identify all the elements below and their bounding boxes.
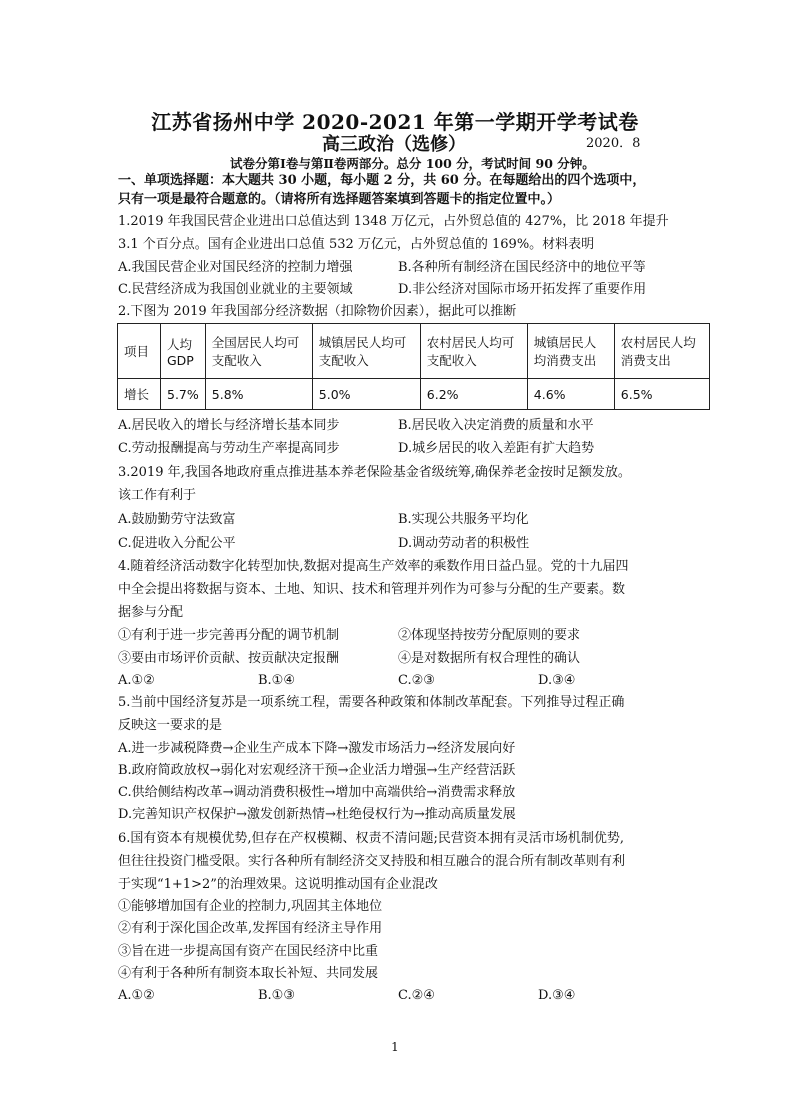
q3-stem-line1: 3.2019 年,我国各地政府重点推进基本养老保险基金省级统筹,确保养老金按时足额发放。 xyxy=(118,465,631,480)
table-row xyxy=(118,379,710,410)
q6-stem-line1: 6.国有资本有规模优势,但存在产权模糊、权责不清问题;民营资本拥有灵活市场机制优势, xyxy=(118,831,625,846)
q4-option-a: A.①② xyxy=(118,673,155,688)
q6-option-c: C.②④ xyxy=(398,988,435,1003)
table-header-cell: 项目 xyxy=(118,324,161,379)
q5-option-c: C.供给侧结构改革→调动消费积极性→增加中高端供给→消费需求释放 xyxy=(118,785,516,800)
q1-option-b: B.各种所有制经济在国民经济中的地位平等 xyxy=(398,260,646,275)
q3-option-b: B.实现公共服务平均化 xyxy=(398,512,529,527)
q4-statement-3: ③要由市场评价贡献、按贡献决定报酬 xyxy=(118,651,340,666)
q4-stem-line3: 据参与分配 xyxy=(118,605,184,620)
q1-stem-line1: 1.2019 年我国民营企业进出口总值达到 1348 万亿元，占外贸总值的 427%，比 2018 年提升 xyxy=(118,214,669,229)
q5-option-a: A.进一步减税降费→企业生产成本下降→激发市场活力→经济发展向好 xyxy=(118,741,516,756)
q4-statement-2: ②体现坚持按劳分配原则的要求 xyxy=(398,628,581,643)
q5-option-b: B.政府简政放权→弱化对宏观经济干预→企业活力增强→生产经营活跃 xyxy=(118,763,516,778)
table-cell: 4.6% xyxy=(527,379,614,410)
q6-option-d: D.③④ xyxy=(538,988,576,1003)
page-number: 1 xyxy=(391,1040,399,1054)
table-header-row xyxy=(118,324,710,379)
table-header-cell: 城镇居民人均消费支出 xyxy=(527,324,614,379)
q6-stem-line3: 于实现“1+1>2”的治理效果。这说明推动国有企业混改 xyxy=(118,877,438,892)
q4-statement-1: ①有利于进一步完善再分配的调节机制 xyxy=(118,628,340,643)
q1-option-a: A.我国民营企业对国民经济的控制力增强 xyxy=(118,260,353,275)
exam-subtitle: 高三政治（选修） xyxy=(322,134,466,155)
q3-option-a: A.鼓励勤劳守法致富 xyxy=(118,512,236,527)
table-cell: 5.0% xyxy=(312,379,420,410)
q2-option-a: A.居民收入的增长与经济增长基本同步 xyxy=(118,418,340,433)
q3-stem-line2: 该工作有利于 xyxy=(118,488,197,503)
q2-option-c: C.劳动报酬提高与劳动生产率提高同步 xyxy=(118,441,340,456)
q6-statement-1: ①能够增加国有企业的控制力,巩固其主体地位 xyxy=(118,899,383,914)
q3-option-c: C.促进收入分配公平 xyxy=(118,536,236,551)
economic-data-table xyxy=(117,323,710,410)
q4-stem-line1: 4.随着经济活动数字化转型加快,数据对提高生产效率的乘数作用日益凸显。党的十九届四 xyxy=(118,559,629,574)
table-cell: 6.2% xyxy=(420,379,527,410)
q4-stem-line2: 中全会提出将数据与资本、土地、知识、技术和管理并列作为可参与分配的生产要素。数 xyxy=(118,582,626,597)
q4-option-d: D.③④ xyxy=(538,673,576,688)
q6-statement-2: ②有利于深化国企改革,发挥国有经济主导作用 xyxy=(118,921,383,936)
q5-stem-line1: 5.当前中国经济复苏是一项系统工程，需要各种政策和体制改革配套。下列推导过程正确 xyxy=(118,695,625,710)
q3-option-d: D.调动劳动者的积极性 xyxy=(398,536,530,551)
q1-option-d: D.非公经济对国际市场开拓发挥了重要作用 xyxy=(398,282,647,297)
table-header-cell: 人均 GDP xyxy=(161,324,206,379)
q2-stem: 2.下图为 2019 年我国部分经济数据（扣除物价因素），据此可以推断 xyxy=(118,304,517,319)
q2-option-d: D.城乡居民的收入差距有扩大趋势 xyxy=(398,441,595,456)
exam-title: 江苏省扬州中学 2020-2021 年第一学期开学考试卷 xyxy=(151,110,639,134)
table-cell: 5.7% xyxy=(161,379,206,410)
q4-option-c: C.②③ xyxy=(398,673,435,688)
table-header-cell: 农村居民人均可支配收入 xyxy=(420,324,527,379)
q6-statement-3: ③旨在进一步提高国有资产在国民经济中比重 xyxy=(118,944,379,959)
exam-note: 试卷分第Ⅰ卷与第Ⅱ卷两部分。总分 100 分，考试时间 90 分钟。 xyxy=(230,156,595,171)
table-header-cell: 城镇居民人均可支配收入 xyxy=(312,324,420,379)
table-header-cell: 农村居民人均消费支出 xyxy=(614,324,709,379)
q2-option-b: B.居民收入决定消费的质量和水平 xyxy=(398,418,594,433)
q1-option-c: C.民营经济成为我国创业就业的主要领域 xyxy=(118,282,353,297)
section-heading-line2: 只有一项是最符合题意的。（请将所有选择题答案填到答题卡的指定位置中。） xyxy=(118,192,561,207)
q1-stem-line2: 3.1 个百分点。国有企业进出口总值 532 万亿元，占外贸总值的 169%。材料表明 xyxy=(118,237,595,252)
q4-option-b: B.①④ xyxy=(258,673,295,688)
section-heading-line1: 一、单项选择题：本大题共 30 小题，每小题 2 分，共 60 分。在每题给出的四个选项中， xyxy=(118,173,646,188)
q6-statement-4: ④有利于各种所有制资本取长补短、共同发展 xyxy=(118,966,379,981)
q6-option-b: B.①③ xyxy=(258,988,295,1003)
q6-stem-line2: 但往往投资门槛受限。实行各种所有制经济交叉持股和相互融合的混合所有制改革则有利 xyxy=(118,854,626,869)
table-cell: 5.8% xyxy=(205,379,312,410)
q4-statement-4: ④是对数据所有权合理性的确认 xyxy=(398,651,581,666)
q5-stem-line2: 反映这一要求的是 xyxy=(118,718,223,733)
table-cell: 增长 xyxy=(118,379,161,410)
table-header-cell: 全国居民人均可支配收入 xyxy=(205,324,312,379)
exam-date: 2020．8 xyxy=(586,136,641,151)
table-cell: 6.5% xyxy=(614,379,709,410)
q5-option-d: D.完善知识产权保护→激发创新热情→杜绝侵权行为→推动高质量发展 xyxy=(118,807,516,822)
q6-option-a: A.①② xyxy=(118,988,155,1003)
